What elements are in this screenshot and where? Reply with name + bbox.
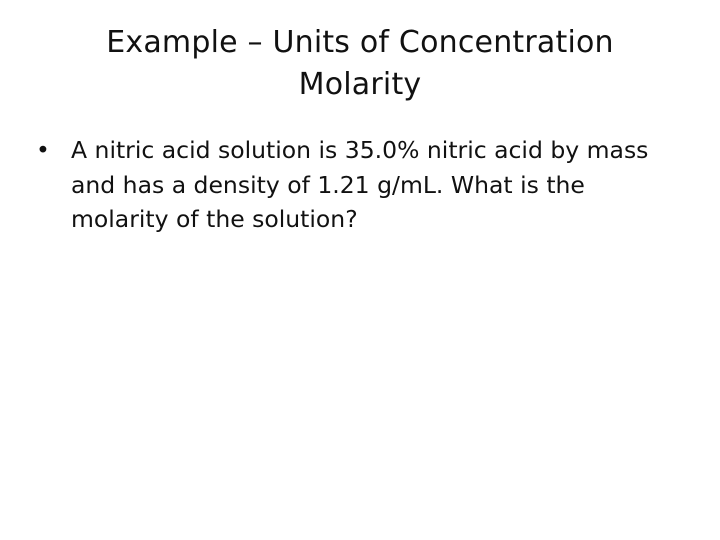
slide-title-line-1: Example – Units of Concentration — [106, 25, 614, 60]
bullet-text: A nitric acid solution is 35.0% nitric acid by mass and has a density of 1.21 g/mL. What is the molarity of the solution? — [71, 136, 649, 233]
slide-body — [36, 133, 676, 237]
slide-title-line-2: Molarity — [298, 67, 422, 102]
bullet-item — [36, 133, 676, 237]
slide-title — [60, 22, 660, 106]
bullet-icon: • — [36, 136, 50, 164]
